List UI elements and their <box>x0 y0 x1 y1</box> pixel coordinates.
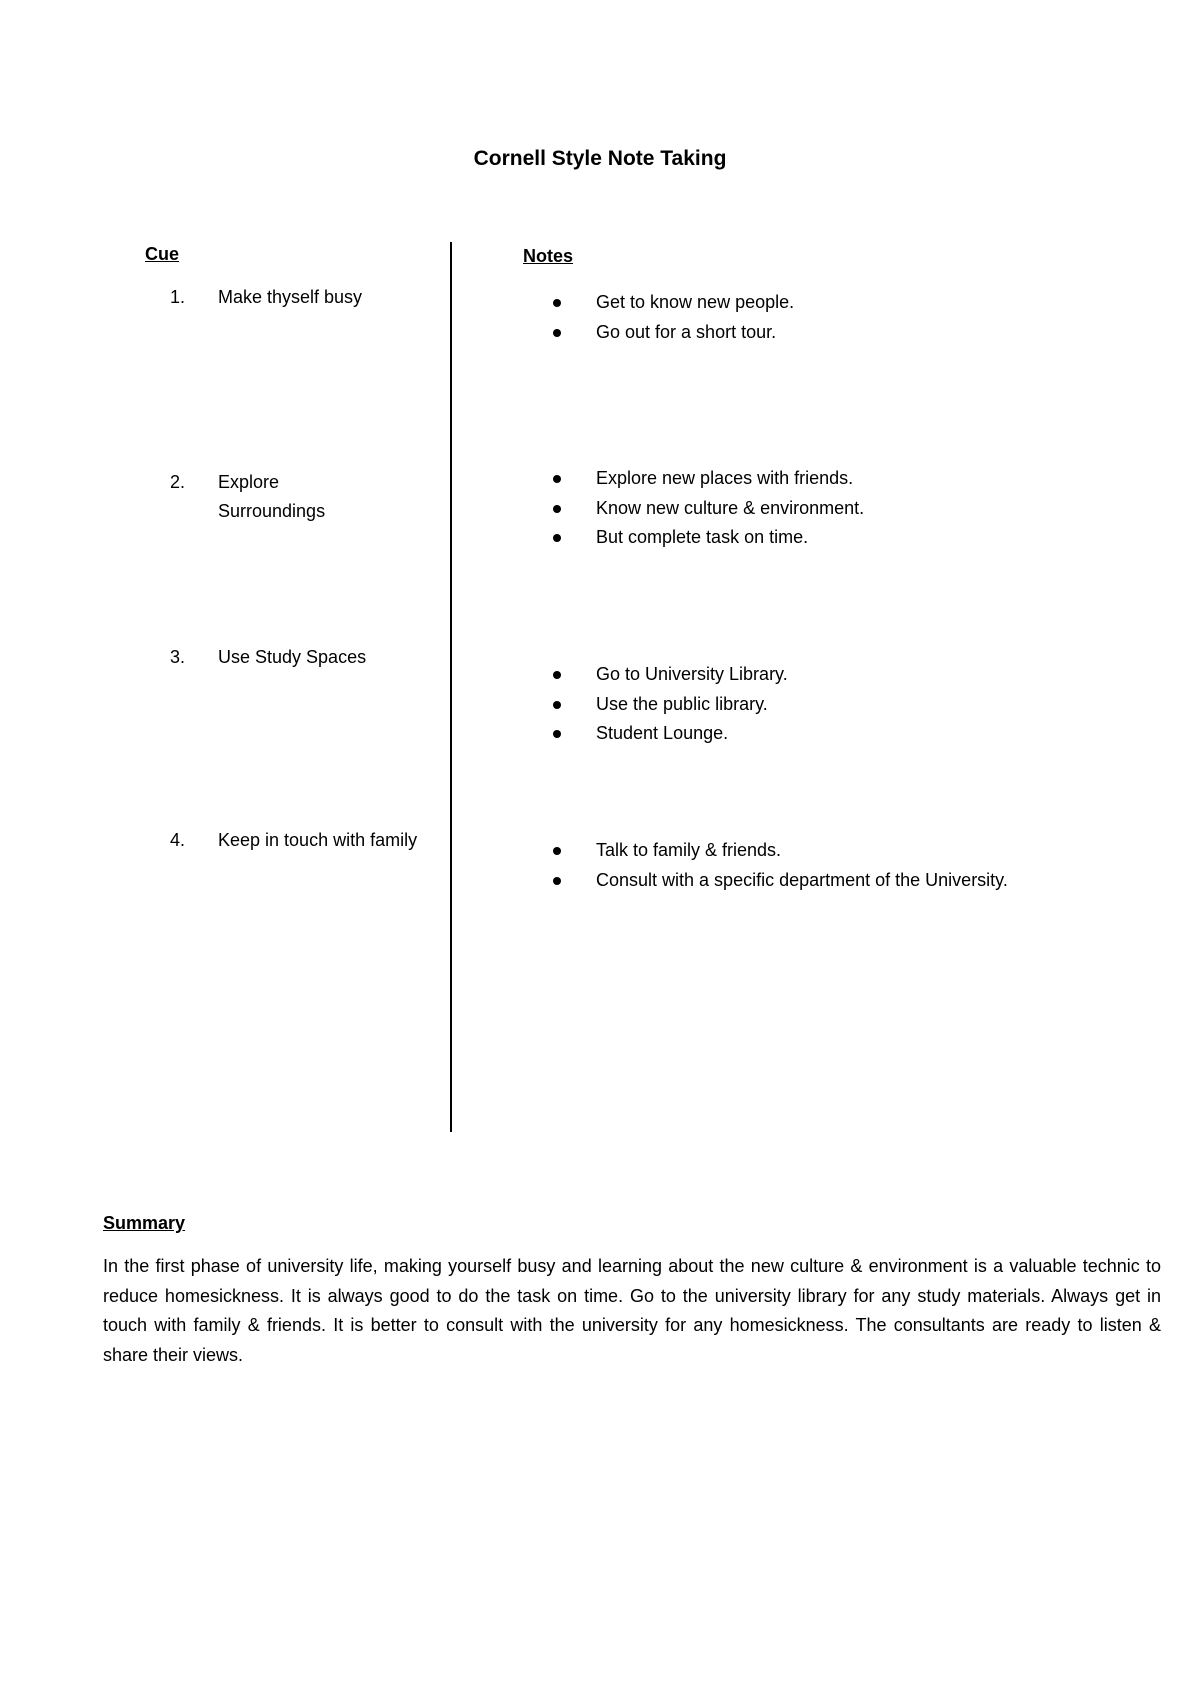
note-item <box>553 288 1173 318</box>
bullet-icon <box>553 877 561 885</box>
note-item <box>553 523 1173 553</box>
note-text: But complete task on time. <box>596 527 809 547</box>
summary-text: In the first phase of university life, making yourself busy and learning about the new culture & environment is a valuable technic to reduce homesickness. It is always good to do the task on time. Go to the university library for any study materials. Always get in touch with family & friends. It is better to consult with the university for any homesickness. The consultants are ready to listen & share their views. <box>103 1256 1161 1365</box>
cue-text: Make thyself busy <box>218 287 363 307</box>
bullet-icon <box>553 701 561 709</box>
note-item <box>553 719 1173 749</box>
note-text: Consult with a specific department of the University. <box>596 869 1008 890</box>
column-divider <box>450 242 452 1132</box>
cue-text: Keep in touch with family <box>218 830 418 850</box>
notes-column-heading: Notes <box>523 246 574 266</box>
bullet-icon <box>553 505 561 513</box>
cue-number: 3. <box>170 647 186 667</box>
note-item <box>553 660 1173 690</box>
notes-group-4 <box>553 836 1173 895</box>
cue-column-heading: Cue <box>145 244 180 264</box>
bullet-icon <box>553 299 561 307</box>
summary-heading: Summary <box>103 1213 186 1233</box>
note-text: Go out for a short tour. <box>596 321 777 342</box>
notes-group-1 <box>553 288 1173 347</box>
notes-group-2 <box>553 464 1173 553</box>
note-item <box>553 318 1173 348</box>
note-text: Talk to family & friends. <box>596 840 782 860</box>
note-item <box>553 464 1173 494</box>
bullet-icon <box>553 730 561 738</box>
cue-text: Explore Surroundings <box>218 472 326 521</box>
note-item <box>553 690 1173 720</box>
note-text: Get to know new people. <box>596 292 795 312</box>
cue-item <box>170 826 460 855</box>
note-text: Student Lounge. <box>596 723 729 743</box>
note-text: Go to University Library. <box>596 664 788 684</box>
cue-text: Use Study Spaces <box>218 647 367 667</box>
note-item <box>553 866 1173 896</box>
note-item <box>553 836 1173 866</box>
note-text: Explore new places with friends. <box>596 468 854 488</box>
bullet-icon <box>553 534 561 542</box>
cue-number: 1. <box>170 287 186 307</box>
notes-group-3 <box>553 660 1173 749</box>
cue-item <box>170 643 460 672</box>
cue-item <box>170 283 460 312</box>
note-text: Use the public library. <box>596 693 768 714</box>
bullet-icon <box>553 847 561 855</box>
note-item <box>553 494 1173 524</box>
bullet-icon <box>553 671 561 679</box>
cue-item <box>170 468 370 526</box>
cue-number: 4. <box>170 830 186 850</box>
cue-number: 2. <box>170 472 186 492</box>
bullet-icon <box>553 475 561 483</box>
bullet-icon <box>553 329 561 337</box>
note-text: Know new culture & environment. <box>596 497 865 518</box>
page-title: Cornell Style Note Taking <box>473 147 727 170</box>
